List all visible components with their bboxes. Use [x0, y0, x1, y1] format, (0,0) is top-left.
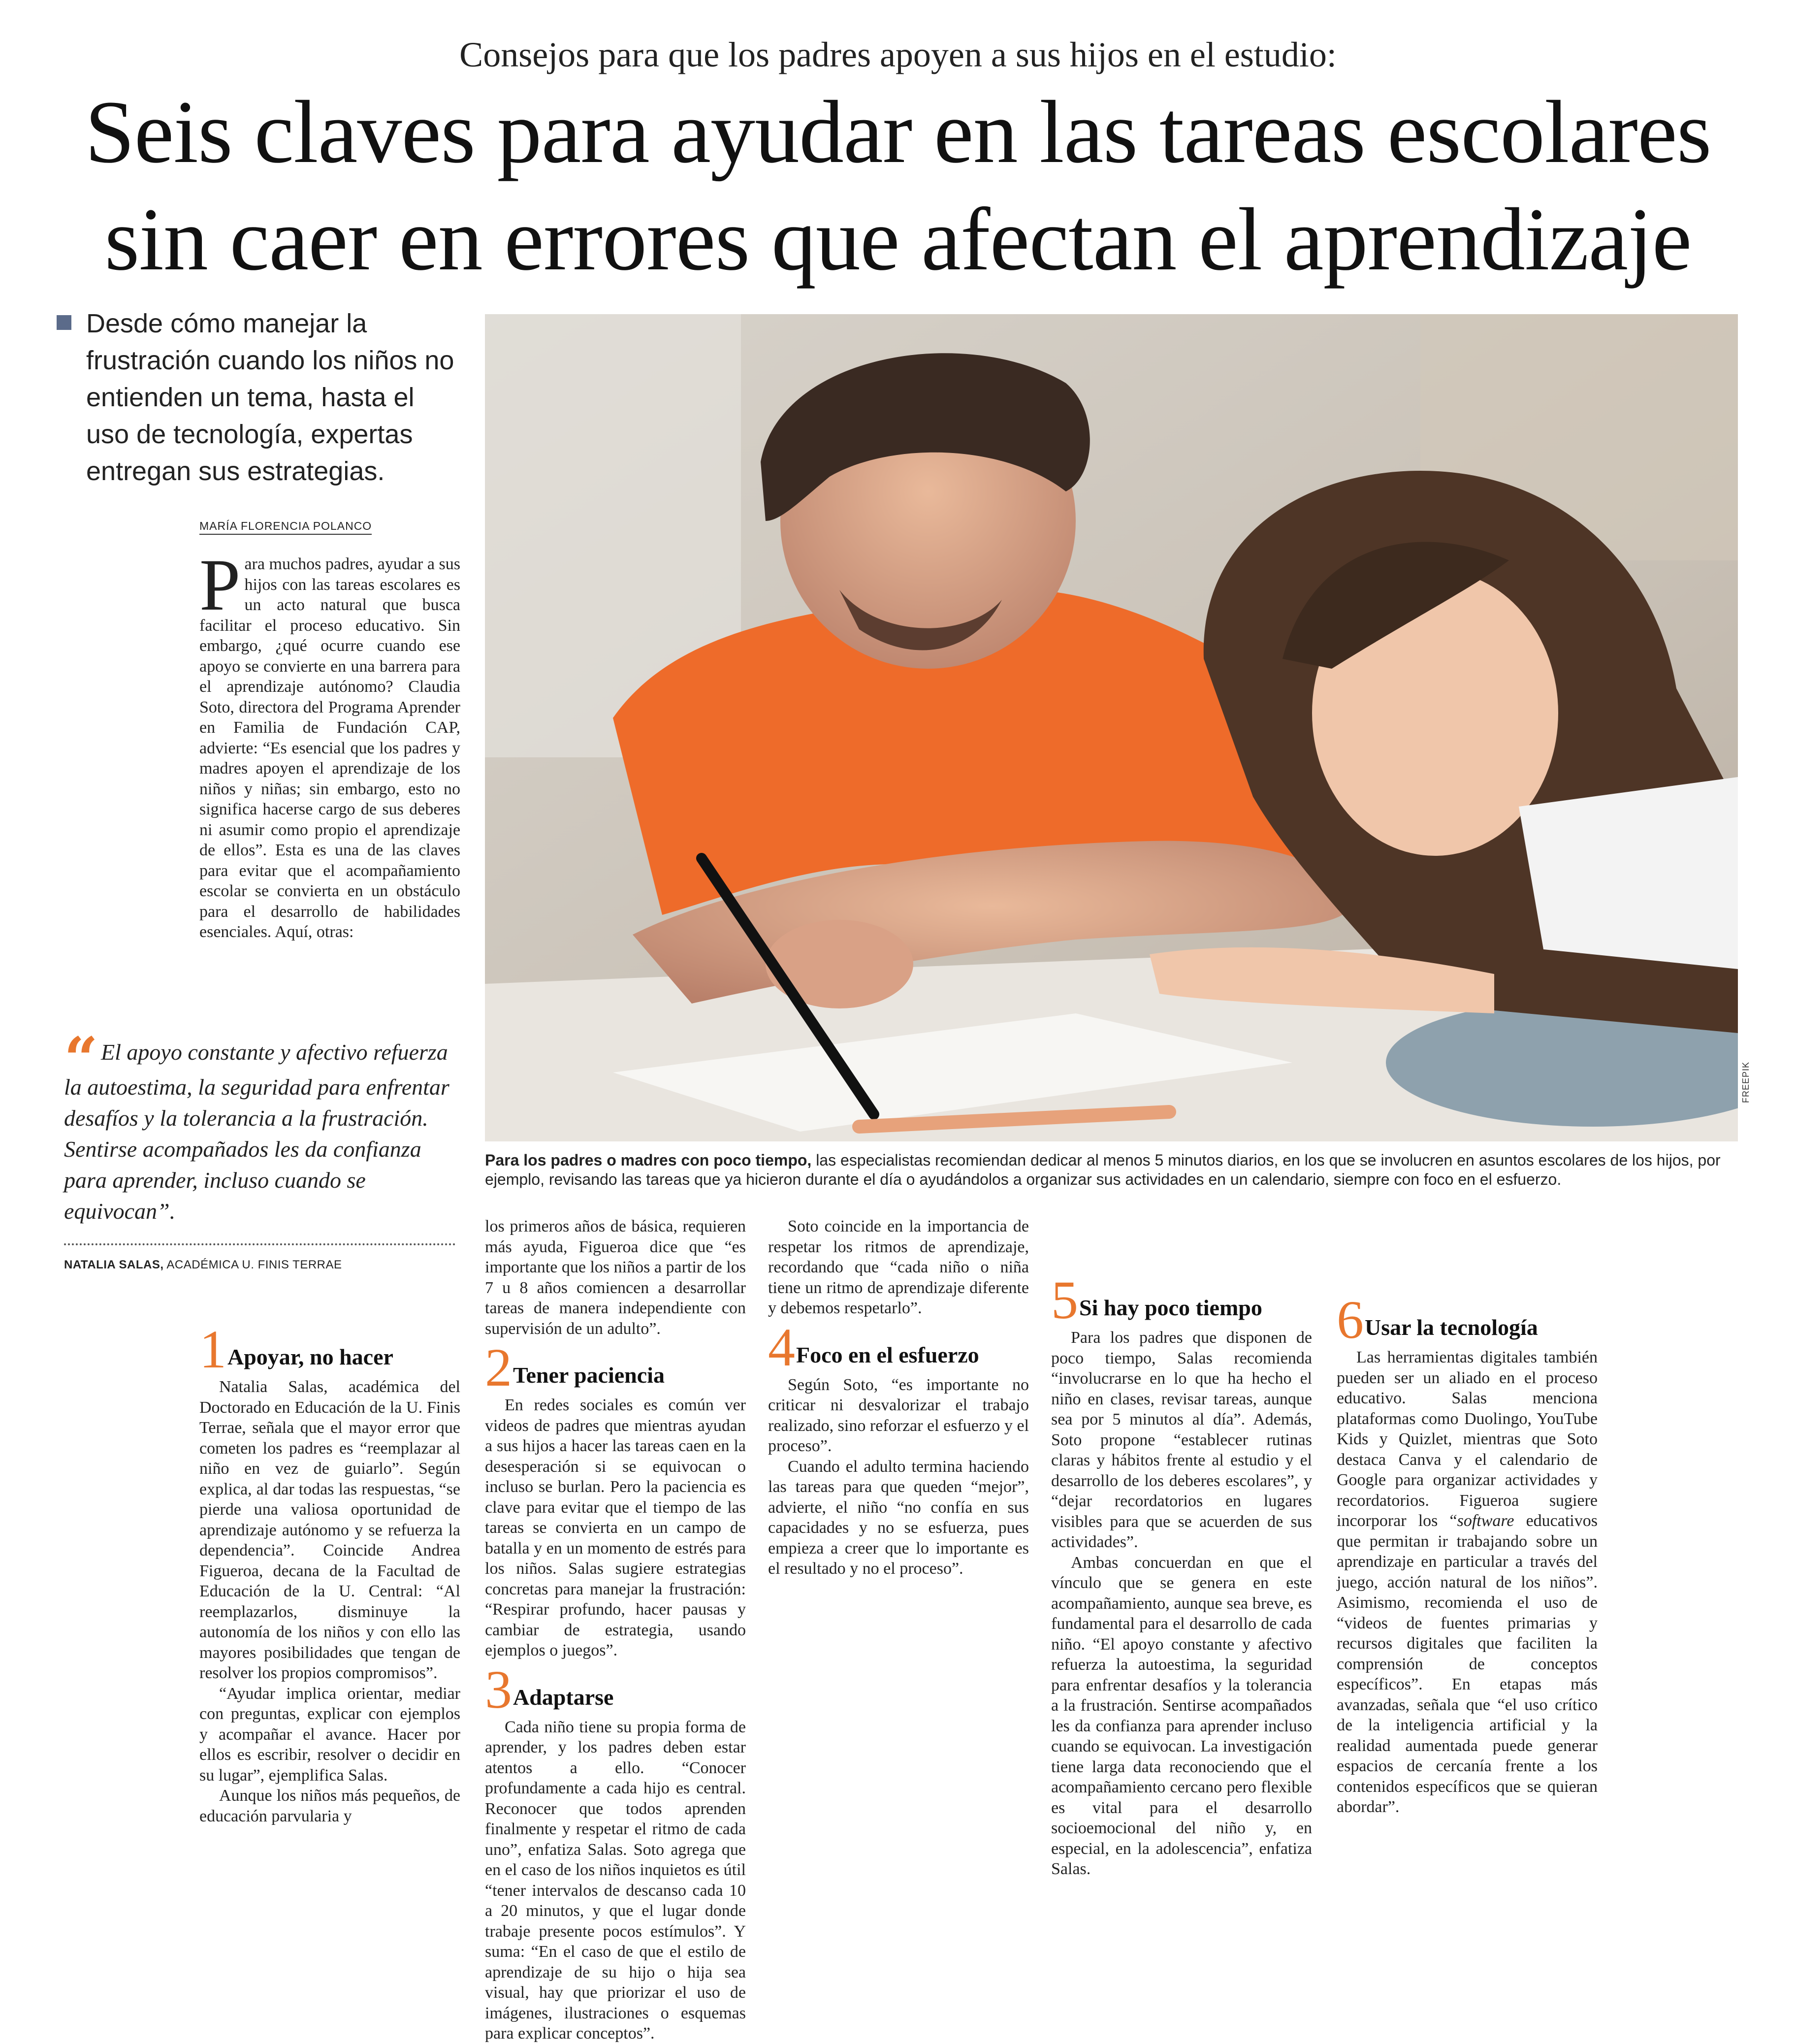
lead-summary: [57, 305, 460, 490]
pull-quote: [64, 1024, 458, 1227]
byline: MARÍA FLORENCIA POLANCO: [199, 519, 372, 535]
pull-quote-text: El apoyo constante y afectivo refuerza la autoestima, la seguridad para enfrentar desafíos y la tolerancia a la frustración. Sentirse acompañados les da confianza para aprender, incluso cuando se equivocan”.: [64, 1039, 449, 1224]
column-3: [768, 1216, 1029, 1579]
caption-lead: Para los padres o madres con poco tiempo,: [485, 1151, 812, 1169]
section-title-4: Foco en el esfuerzo: [796, 1342, 979, 1367]
section-heading-3: [485, 1659, 746, 1720]
quote-divider: [64, 1243, 455, 1245]
lead-text: Desde cómo manejar la frustración cuando los niños no entienden un tema, hasta el uso de tecnología, expertas entregan sus estrategias.: [86, 309, 454, 486]
headline: [30, 79, 1766, 293]
column-2: [485, 1216, 746, 2044]
section-1-paragraph-1: Natalia Salas, académica del Doctorado en Educación de la U. Finis Terrae, señala que el mayor error que cometen los padres es “reemplazar al niño en vez de guiarlo”. Según explica, al dar todas las respuestas, “se pierde una valiosa oportunidad de aprendizaje autónomo y se refuerza la dependencia”. Coincide Andrea Figueroa, decana de la Facultad de Educación de la U. Central: “Al reemplazarlos, disminuye la autonomía de los niños y con ello las mayores posibilidades que tengan de resolver los propios compromisos”.: [199, 1378, 460, 1682]
kicker: Consejos para que los padres apoyen a sus hijos en el estudio:: [459, 35, 1337, 74]
section-1-continuation: los primeros años de básica, requieren más ayuda, Figueroa dice que “es importante que los niños a partir de los 7 u 8 años comiencen a desarrollar tareas de manera independiente con supervisión de un adulto”.: [485, 1217, 746, 1338]
section-number-1: 1: [199, 1319, 226, 1379]
section-3-paragraph-2: Soto coincide en la importancia de respetar los ritmos de aprendizaje, recordando que “cada niño o niña tiene un ritmo de aprendizaje diferente y debemos respetarlo”.: [768, 1217, 1029, 1317]
section-2-paragraph-1: En redes sociales es común ver videos de padres que mientras ayudan a sus hijos a hacer las tareas caen en la desesperación si se equivocan o incluso se burlan. Pero la paciencia es clave para evitar que el tiempo de las tareas se convierta en un campo de batalla y en un momento de estrés para los niños. Salas sugiere estrategias concretas para manejar la frustración: “Respirar profundo, hacer pausas y cambiar de estrategia, usando ejemplos o juegos”.: [485, 1396, 746, 1659]
section-5-paragraph-2: Ambas concuerdan en que el vínculo que se genera en este acompañamiento, aunque sea breve, es fundamental para el desarrollo de cada niño. “El apoyo constante y afectivo refuerza la autoestima, la seguridad para enfrentar desafíos y la tolerancia a la frustración. Sentirse acompañados les da confianza para aprender incluso cuando se equivocan. La investigación tiene larga data reconociendo que el acompañamiento cercano pero flexible es vital para el desarrollo socioemocional del niño y, en especial, en la adolescencia”, enfatiza Salas.: [1051, 1553, 1312, 1878]
section-title-6: Usar la tecnología: [1365, 1315, 1538, 1340]
section-title-1: Apoyar, no hacer: [227, 1344, 393, 1369]
section-title-3: Adaptarse: [513, 1684, 614, 1710]
section-3-paragraph-1: Cada niño tiene su propia forma de aprender, y los padres deben estar atentos a ello. “Conocer profundamente a cada hijo es central. Reconocer que todos aprenden finalmente y respetar el ritmo de cada uno”, enfatiza Salas. Soto agrega que en el caso de los niños inquietos es útil “tener intervalos de descanso cada 10 a 20 minutos, y que el lugar donde trabaje presente pocos estímulos”. Y suma: “En el caso de que el estilo de aprendizaje de su hijo o hija sea visual, hay que priorizar el uso de imágenes, ilustraciones o esquemas para explicar conceptos”.: [485, 1718, 746, 2043]
section-number-3: 3: [485, 1659, 512, 1720]
section-4-paragraph-1: Según Soto, “es importante no criticar ni desvalorizar el trabajo realizado, sino reforzar el esfuerzo y el proceso”.: [768, 1375, 1029, 1455]
headline-line-1: Seis claves para ayudar en las tareas escolares: [85, 83, 1711, 182]
square-bullet-icon: [57, 315, 71, 330]
intro-text: ara muchos padres, ayudar a sus hijos con las tareas escolares es un acto natural que busca facilitar el proceso educativo. Sin embargo, ¿qué ocurre cuando ese apoyo se convierte en una barrera para el aprendizaje autónomo? Claudia Soto, directora del Programa Aprender en Familia de Fundación CAP, advierte: “Es esencial que los padres y madres apoyen el aprendizaje de los niños y niñas; sin embargo, esto no significa hacerse cargo de sus deberes ni asumir como propio el aprendizaje de ellos”. Esta es una de las claves para evitar que el acompañamiento escolar se convierta en un obstáculo para el desarrollo de habilidades esenciales. Aquí, otras:: [199, 555, 460, 941]
section-number-4: 4: [768, 1317, 795, 1377]
drop-cap: P: [199, 544, 241, 626]
column-1: [199, 1319, 460, 1826]
section-title-2: Tener paciencia: [513, 1363, 665, 1388]
column-5: [1337, 1290, 1598, 1817]
quote-author: NATALIA SALAS,: [64, 1258, 164, 1271]
section-5-paragraph-1: Para los padres que disponen de poco tiempo, Salas recomienda “involucrarse en lo que ha hecho el niño en clases, revisar tareas, aunque sea por 5 minutos al día”. Además, Soto propone “establecer rutinas claras y hábitos frente al estudio y el desarrollo de los deberes escolares”, y “dejar recordatorios en lugares visibles para que se acuerden de sus actividades”.: [1051, 1329, 1312, 1551]
quote-attribution: [64, 1258, 342, 1272]
caption-text: las especialistas recomiendan dedicar al menos 5 minutos diarios, en los que se involucren en asuntos escolares de los hijos, por ejemplo, revisando las tareas que ya hicieron durante el día o ayudándolos a organizar sus actividades en un calendario, siempre con foco en el esfuerzo.: [485, 1151, 1721, 1188]
quote-mark-icon: “: [64, 1024, 98, 1094]
section-1-paragraph-3: Aunque los niños más pequeños, de educación parvularia y: [199, 1786, 460, 1825]
quote-author-role: ACADÉMICA U. FINIS TERRAE: [166, 1258, 342, 1271]
photo-illustration: [485, 314, 1738, 1141]
section-heading-2: [485, 1337, 746, 1397]
photo-credit: FREEPIK: [1741, 1061, 1751, 1103]
column-4: [1051, 1270, 1312, 1880]
section-heading-1: [199, 1319, 460, 1379]
section-heading-6: [1337, 1290, 1598, 1350]
intro-column: [199, 544, 460, 942]
section-number-6: 6: [1337, 1290, 1364, 1350]
section-heading-5: [1051, 1270, 1312, 1330]
section-title-5: Si hay poco tiempo: [1079, 1295, 1262, 1320]
section-1-paragraph-2: “Ayudar implica orientar, mediar con preguntas, explicar con ejemplos y acompañar el avance. Hacer por ellos es escribir, resolver o decidir en su lugar”, ejemplifica Salas.: [199, 1684, 460, 1784]
headline-line-2: sin caer en errores que afectan el aprendizaje: [104, 190, 1692, 289]
section-heading-4: [768, 1317, 1029, 1377]
section-6-paragraph-1: Las herramientas digitales también pueden ser un aliado en el proceso educativo. Salas menciona plataformas como Duolingo, YouTube Kids y Quizlet, mientras que Soto destaca Canva y el calendario de Google para organizar actividades y recordatorios. Figueroa sugiere incorporar los “software educativos que permitan ir trabajando sobre un aprendizaje en particular a través del juego, acción natural de los niños”. Asimismo, recomienda el uso de “videos de fuentes primarias y recursos digitales que faciliten la comprensión de conceptos específicos”. En etapas más avanzadas, señala que “el uso crítico de la inteligencia artificial y la realidad aumentada puede generar espacios de cercanía frente a los contenidos específicos que se quieran abordar”.: [1337, 1348, 1598, 1816]
section-number-5: 5: [1051, 1270, 1078, 1330]
section-4-paragraph-2: Cuando el adulto termina haciendo las tareas para que queden “mejor”, advierte, el niño “no confía en sus capacidades y no se esfuerza, pues empieza a creer que lo importante es el resultado y no el proceso”.: [768, 1457, 1029, 1578]
photo-father-daughter-homework: [485, 314, 1738, 1141]
section-number-2: 2: [485, 1337, 512, 1397]
photo-caption: [485, 1151, 1738, 1189]
